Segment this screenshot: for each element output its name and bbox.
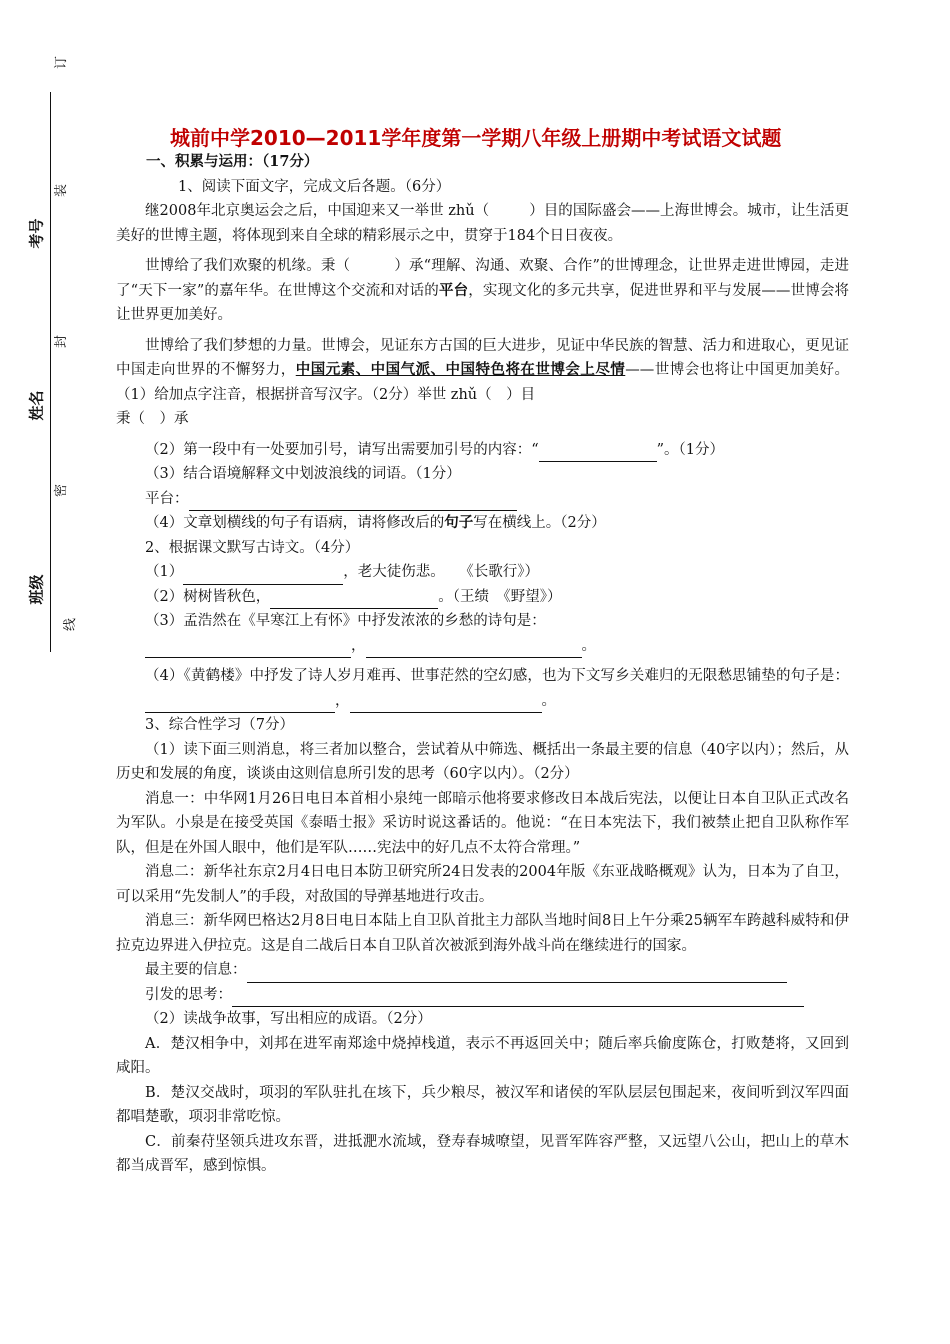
q2-intro: 2、根据课文默写古诗文。（4分） bbox=[145, 539, 360, 556]
binding-char-ding: 订 bbox=[54, 55, 70, 70]
label-kaohao: 考号 bbox=[27, 218, 46, 249]
answer-blank-main-info[interactable] bbox=[247, 966, 787, 983]
sub-question-3-answer: 平台： bbox=[116, 487, 849, 512]
exam-content bbox=[116, 150, 849, 1179]
story-a: A．楚汉相争中，刘邦在进军南郑途中烧掉栈道，表示不再返回关中；随后率兵偷度陈仓，打败楚将，又回到咸阳。 bbox=[116, 1035, 849, 1076]
poem-line-2: （2）树树皆秋色， 。（王绩 《野望》） bbox=[116, 585, 849, 610]
passage-para-3-tail: 秉（ ）承 bbox=[116, 411, 189, 427]
answer-blank-poem1[interactable] bbox=[183, 568, 343, 585]
section1-heading: 一、积累与运用：（17分） bbox=[146, 153, 319, 170]
binding-char-mi: 密 bbox=[54, 483, 70, 498]
passage-para-1: 继2008年北京奥运会之后，中国迎来又一举世 zhǔ（ ）目的国际盛会——上海世博会。城市，让生活更美好的世博主题，将体现到来自全球的精彩展示之中，贯穿于184个日日夜夜。 bbox=[116, 203, 850, 244]
answer-blank-pingtai[interactable] bbox=[189, 494, 517, 511]
answer-blank-poem3a[interactable] bbox=[145, 641, 351, 658]
q3-intro: 3、综合性学习（7分） bbox=[145, 717, 294, 733]
answer-blank-poem4b[interactable] bbox=[350, 696, 542, 713]
poem-line-3: （3）孟浩然在《早寒江上有怀》中抒发浓浓的乡愁的诗句是： bbox=[145, 613, 546, 629]
poem-line-4: （4）《黄鹤楼》中抒发了诗人岁月难再、世事茫然的空幻感，也为下文写乡关难归的无限愁思铺垫的句子是：， 。 bbox=[116, 664, 849, 713]
label-banji: 班级 bbox=[27, 574, 46, 605]
binding-char-feng: 封 bbox=[54, 334, 70, 349]
page-title: 城前中学2010—2011学年度第一学期八年级上册期中考试语文试题 bbox=[170, 126, 782, 150]
answer-blank-poem4a[interactable] bbox=[145, 696, 335, 713]
main-info-row: 最主要的信息： bbox=[116, 958, 849, 983]
sub-question-4: （4）文章划横线的句子有语病，请将修改后的句子写在横线上。（2分） bbox=[145, 514, 606, 531]
q3-sub1: （1）读下面三则消息，将三者加以整合，尝试着从中筛选、概括出一条最主要的信息（40字以内）；然后，从历史和发展的角度，谈谈由这则信息所引发的思考（60字以内）。（2分） bbox=[116, 741, 849, 782]
binding-line bbox=[50, 92, 51, 652]
thought-row: 引发的思考： bbox=[116, 983, 849, 1008]
story-b: B．楚汉交战时，项羽的军队驻扎在垓下，兵少粮尽，被汉军和诸侯的军队层层包围起来，夜间听到汉军四面都唱楚歌，项羽非常吃惊。 bbox=[116, 1084, 849, 1125]
answer-blank-quote[interactable] bbox=[539, 445, 657, 462]
wavy-word: 平台 bbox=[438, 281, 469, 299]
passage-para-2: 世博给了我们欢聚的机缘。秉（ ）承“理解、沟通、欢聚、合作”的世博理念，让世界走进世博园，走进了“天下一家”的嘉年华。在世博这个交流和对话的平台，实现文化的多元共享，促进世界和平与发展——世博会将让世界更加美好。 bbox=[116, 258, 850, 323]
passage-para-3: 世博给了我们梦想的力量。世博会，见证东方古国的巨大进步，见证中华民族的智慧、活力和进取心，更见证中国走向世界的不懈努力，中国元素、中国气派、中国特色将在世博会上尽情——世博会也将让中国更加美好。（1）给加点字注音，根据拼音写汉字。（2分）举世 zhǔ（ ）目 bbox=[116, 337, 850, 403]
label-xingming: 姓名 bbox=[27, 390, 46, 421]
binding-char-zhuang: 装 bbox=[54, 183, 70, 198]
message-1: 消息一：中华网1月26日电日本首相小泉纯一郎暗示他将要求修改日本战后宪法，以便让日本自卫队正式改名为军队。小泉是在接受英国《泰晤士报》采访时说这番话的。他说：“在日本宪法下，我们被禁止把自卫队称作军队，但是在外国人眼中，他们是军队……宪法中的好几点不太符合常理。” bbox=[116, 790, 849, 856]
poem-line-3-answer: ， 。 bbox=[116, 634, 849, 659]
q3-sub2: （2）读战争故事，写出相应的成语。（2分） bbox=[145, 1011, 432, 1027]
underlined-sentence: 中国元素、中国气派、中国特色将在世博会上尽情 bbox=[295, 361, 626, 378]
poem-line-1: （1） ，老大徒伤悲。 《长歌行》） bbox=[116, 560, 849, 585]
q1-intro: 1、阅读下面文字，完成文后各题。（6分） bbox=[178, 178, 451, 195]
answer-blank-poem2[interactable] bbox=[270, 592, 438, 609]
sub-question-2: （2）第一段中有一处要加引号，请写出需要加引号的内容：“ ”。（1分） bbox=[116, 438, 849, 463]
answer-blank-poem3b[interactable] bbox=[366, 641, 582, 658]
message-3: 消息三：新华网巴格达2月8日电日本陆上自卫队首批主力部队当地时间8日上午分乘25辆军车跨越科威特和伊拉克边界进入伊拉克。这是自二战后日本自卫队首次被派到海外战斗尚在继续进行的国家。 bbox=[116, 913, 849, 954]
sub-question-3: （3）结合语境解释文中划波浪线的词语。（1分） bbox=[145, 466, 461, 482]
binding-char-xian: 线 bbox=[63, 617, 79, 632]
story-c: C．前秦苻坚领兵进攻东晋，进抵淝水流域，登寿春城嘹望，见晋军阵容严整，又远望八公山，把山上的草木都当成晋军，感到惊惧。 bbox=[116, 1133, 849, 1174]
binding-margin bbox=[0, 0, 105, 1344]
message-2: 消息二：新华社东京2月4日电日本防卫研究所24日发表的2004年版《东亚战略概观》认为，日本为了自卫，可以采用“先发制人”的手段，对敌国的导弹基地进行攻击。 bbox=[116, 864, 849, 905]
answer-blank-thought[interactable] bbox=[232, 990, 804, 1007]
